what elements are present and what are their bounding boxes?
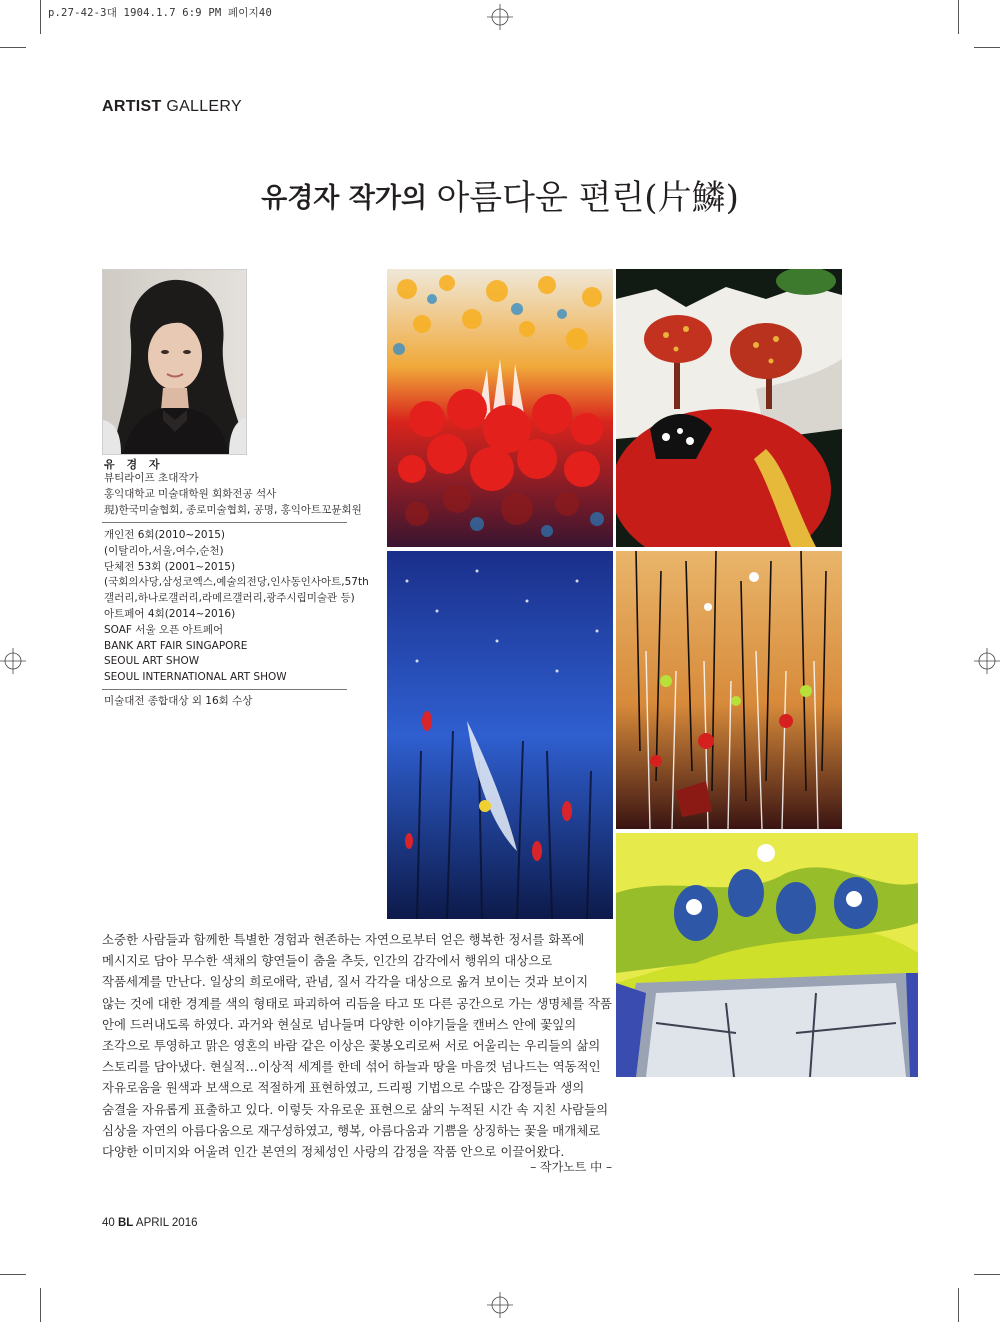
registration-mark-icon	[0, 648, 26, 674]
body-line: 않는 것에 대한 경계를 색의 형태로 파괴하여 리듬을 타고 또 다른 공간으로 가는 생명체를 작품	[102, 995, 612, 1011]
section-label	[102, 98, 242, 116]
artist-awards	[104, 694, 252, 710]
section-label-rest: GALLERY	[161, 98, 242, 115]
crop-mark	[974, 47, 1000, 48]
body-line: 자유로움을 원색과 보색으로 적절하게 표현하였고, 드리핑 기법으로 수많은 감정들과 생의	[102, 1080, 585, 1096]
body-line: 심상을 자연의 아름다움으로 재구성하였고, 행복, 아름다움과 기쁨을 상징하는 꽃을 매개체로	[102, 1122, 601, 1138]
painting-vase-flowers	[616, 833, 918, 1077]
bio-line: BANK ART FAIR SINGAPORE	[104, 639, 248, 652]
painting-drips	[616, 551, 842, 829]
bio-line: 現)한국미술협회, 종로미술협회, 공명, 홍익아트꼬뮨회원	[104, 503, 362, 516]
page-number: 40	[102, 1217, 118, 1229]
painting-blue-night	[387, 551, 613, 919]
artist-note-body	[102, 929, 614, 1162]
article-title-main: 아름다운 편린(片鱗)	[436, 178, 739, 218]
print-slug: p.27-42-3대 1904.1.7 6:9 PM 페이지40	[48, 7, 272, 19]
divider	[102, 689, 347, 690]
crop-mark	[0, 47, 26, 48]
registration-mark-icon	[487, 4, 513, 30]
body-line: 메시지로 담아 무수한 색채의 향연들이 춤을 추듯, 인간의 감각에서 행위의 대상으로	[102, 953, 553, 969]
registration-mark-icon	[487, 1292, 513, 1318]
issue-date: APRIL 2016	[133, 1217, 198, 1229]
bio-line: (국회의사당,삼성코엑스,예술의전당,인사동인사아트,57th	[104, 576, 369, 589]
bio-line: SEOUL ART SHOW	[104, 655, 200, 668]
bio-line: 미술대전 종합대상 외 16회 수상	[104, 695, 253, 707]
bio-line: (이탈리아,서울,여수,순천)	[104, 544, 224, 557]
crop-mark	[40, 1288, 41, 1322]
painting-red-burst	[387, 269, 613, 547]
bio-line: 홍익대학교 미술대학원 회화전공 석사	[104, 487, 277, 500]
bio-line: 개인전 6회(2010~2015)	[104, 529, 226, 541]
body-line: 조각으로 투영하고 맑은 영혼의 바람 같은 이상은 꽃봉오리로써 서로 어울리는 우리들의 삶의	[102, 1038, 601, 1054]
artist-name: 유 경 자	[104, 458, 164, 471]
body-line: 소중한 사람들과 함께한 특별한 경험과 현존하는 자연으로부터 얻은 행복한 정서를 화폭에	[102, 932, 585, 947]
body-line: 숨결을 자유롭게 표출하고 있다. 이렇듯 자유로운 표현으로 삶의 누적된 시간 속 지친 사람들의	[102, 1101, 609, 1117]
article-title	[0, 170, 1000, 219]
page-folio	[102, 1217, 198, 1229]
note-signature: – 작가노트 中 –	[530, 1160, 612, 1174]
artist-exhibitions	[104, 528, 369, 686]
artist-portrait	[102, 269, 247, 455]
divider	[102, 522, 347, 523]
artist-bio-top	[104, 471, 362, 518]
body-line: 스토리를 담아냈다. 현실적…이상적 세계를 한데 섞어 하늘과 땅을 마음껏 넘나드는 역동적인	[102, 1059, 601, 1075]
bio-line: 갤러리,하나로갤러리,라메르갤러리,광주시립미술관 등)	[104, 592, 355, 605]
bio-line: 단체전 53회 (2001~2015)	[104, 560, 236, 573]
magazine-name: BL	[118, 1217, 134, 1229]
crop-mark	[958, 1288, 959, 1322]
crop-mark	[974, 1274, 1000, 1275]
registration-mark-icon	[974, 648, 1000, 674]
body-line: 안에 드러내도록 하였다. 과거와 현실로 넘나들며 다양한 이야기들을 캔버스 안에 꽃잎의	[102, 1016, 577, 1032]
bio-line: SOAF 서울 오픈 아트페어	[104, 623, 224, 636]
bio-line: 아트페어 4회(2014~2016)	[104, 607, 236, 620]
section-label-bold: ARTIST	[102, 98, 162, 115]
crop-mark	[0, 1274, 26, 1275]
bio-line: SEOUL INTERNATIONAL ART SHOW	[104, 671, 287, 684]
article-title-artist: 유경자 작가의	[261, 183, 437, 214]
body-line: 작품세계를 만난다. 일상의 희로애락, 관념, 질서 각각을 대상으로 옮겨 보이는 것과 보이지	[102, 974, 589, 990]
crop-mark	[40, 0, 41, 34]
bio-line: 뷰티라이프 초대작가	[104, 472, 199, 484]
painting-trees	[616, 269, 842, 547]
crop-mark	[958, 0, 959, 34]
body-line: 다양한 이미지와 어울려 인간 본연의 정체성인 사랑의 감정을 작품 안으로 이끌어왔다.	[102, 1144, 565, 1160]
